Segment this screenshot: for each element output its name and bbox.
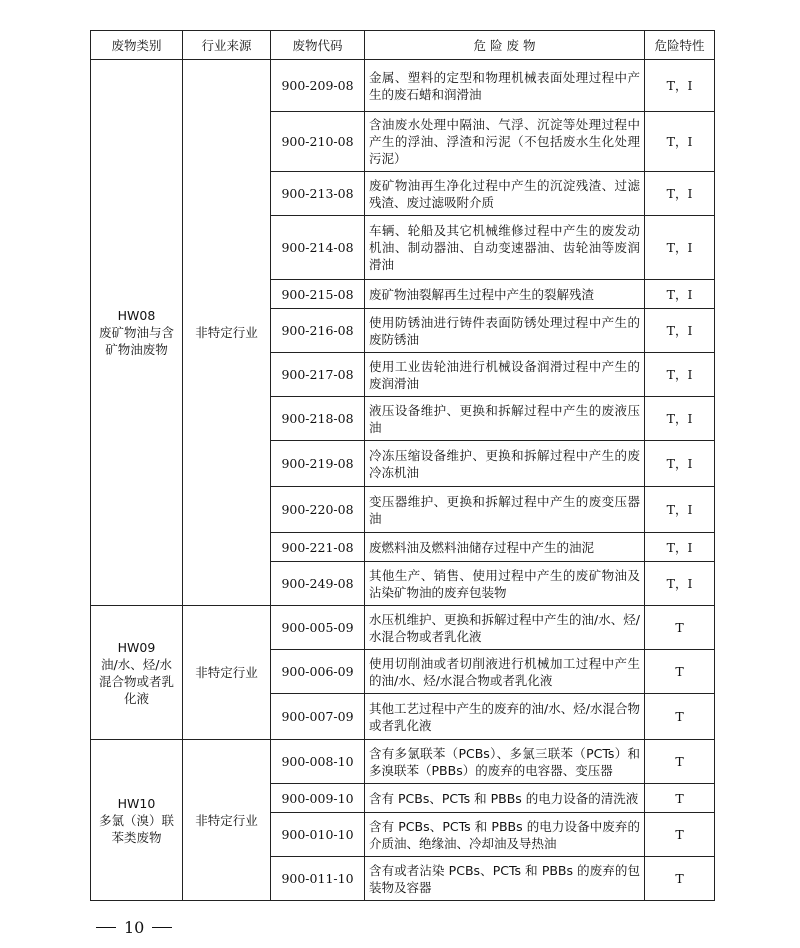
waste-code-cell: 900-008-10 (271, 740, 365, 784)
hazard-characteristic-cell: T，I (645, 112, 715, 172)
waste-description-cell: 含有 PCBs、PCTs 和 PBBs 的电力设备的清洗液 (365, 784, 645, 813)
industry-source-cell: 非特定行业 (183, 740, 271, 901)
waste-code-cell: 900-209-08 (271, 60, 365, 112)
hazard-characteristic-cell: T (645, 813, 715, 857)
waste-description-cell: 含有 PCBs、PCTs 和 PBBs 的电力设备中废弃的介质油、绝缘油、冷却油及导热油 (365, 813, 645, 857)
hazard-characteristic-cell: T (645, 606, 715, 650)
waste-description-cell: 使用切削油或者切削液进行机械加工过程中产生的油/水、烃/水混合物或者乳化液 (365, 650, 645, 694)
hazard-characteristic-cell: T (645, 740, 715, 784)
category-code: HW08 (117, 308, 156, 323)
category-name: 废矿物油与含矿物油废物 (98, 325, 174, 357)
category-code: HW09 (117, 639, 156, 655)
waste-code-cell: 900-011-10 (271, 857, 365, 901)
hazard-characteristic-cell: T，I (645, 441, 715, 487)
waste-description-cell: 变压器维护、更换和拆解过程中产生的废变压器油 (365, 487, 645, 533)
hazard-characteristic-cell: T，I (645, 533, 715, 562)
footer-dash-right (152, 927, 172, 928)
waste-description-cell: 其他生产、销售、使用过程中产生的废矿物油及沾染矿物油的废弃包装物 (365, 562, 645, 606)
category-name: 油/水、烃/水混合物或者乳化液 (98, 656, 174, 706)
header-source: 行业来源 (183, 31, 271, 60)
hazard-characteristic-cell: T，I (645, 397, 715, 441)
hazard-characteristic-cell: T，I (645, 60, 715, 112)
waste-code-cell: 900-217-08 (271, 353, 365, 397)
header-characteristic: 危险特性 (645, 31, 715, 60)
hazard-characteristic-cell: T，I (645, 216, 715, 280)
waste-description-cell: 含有或者沾染 PCBs、PCTs 和 PBBs 的废弃的包装物及容器 (365, 857, 645, 901)
hazard-characteristic-cell: T (645, 650, 715, 694)
waste-code-cell: 900-220-08 (271, 487, 365, 533)
category-code: HW10 (117, 795, 156, 811)
waste-code-cell: 900-218-08 (271, 397, 365, 441)
hazard-characteristic-cell: T，I (645, 487, 715, 533)
waste-description-cell: 废矿物油再生净化过程中产生的沉淀残渣、过滤残渣、废过滤吸附介质 (365, 172, 645, 216)
waste-code-cell: 900-007-09 (271, 694, 365, 740)
header-category: 废物类别 (91, 31, 183, 60)
waste-description-cell: 水压机维护、更换和拆解过程中产生的油/水、烃/水混合物或者乳化液 (365, 606, 645, 650)
waste-code-cell: 900-210-08 (271, 112, 365, 172)
page-number: 10 (124, 918, 145, 937)
hazard-characteristic-cell: T，I (645, 280, 715, 309)
waste-code-cell: 900-249-08 (271, 562, 365, 606)
waste-code-cell: 900-215-08 (271, 280, 365, 309)
waste-code-cell: 900-213-08 (271, 172, 365, 216)
waste-description-cell: 液压设备维护、更换和拆解过程中产生的废液压油 (365, 397, 645, 441)
waste-code-cell: 900-221-08 (271, 533, 365, 562)
industry-source-cell: 非特定行业 (183, 606, 271, 740)
waste-description-cell: 废燃料油及燃料油储存过程中产生的油泥 (365, 533, 645, 562)
table-row (91, 606, 715, 650)
waste-description-cell: 含有多氯联苯（PCBs）、多氯三联苯（PCTs）和多溴联苯（PBBs）的废弃的电容器、变压器 (365, 740, 645, 784)
waste-code-cell: 900-214-08 (271, 216, 365, 280)
waste-code-cell: 900-010-10 (271, 813, 365, 857)
hazard-characteristic-cell: T，I (645, 172, 715, 216)
hazard-characteristic-cell: T，I (645, 309, 715, 353)
waste-description-cell: 使用工业齿轮油进行机械设备润滑过程中产生的废润滑油 (365, 353, 645, 397)
footer-dash-left (96, 927, 116, 928)
waste-category-cell (91, 740, 183, 901)
waste-description-cell: 含油废水处理中隔油、气浮、沉淀等处理过程中产生的浮油、浮渣和污泥（不包括废水生化处理污泥） (365, 112, 645, 172)
header-code: 废物代码 (271, 31, 365, 60)
waste-description-cell: 冷冻压缩设备维护、更换和拆解过程中产生的废冷冻机油 (365, 441, 645, 487)
page-footer (88, 918, 180, 937)
waste-description-cell: 废矿物油裂解再生过程中产生的裂解残渣 (365, 280, 645, 309)
table-header-row (91, 31, 715, 60)
hazard-characteristic-cell: T (645, 784, 715, 813)
table-row (91, 740, 715, 784)
category-name: 多氯（溴）联苯类废物 (98, 812, 174, 845)
header-waste: 危 险 废 物 (365, 31, 645, 60)
waste-description-cell: 车辆、轮船及其它机械维修过程中产生的废发动机油、制动器油、自动变速器油、齿轮油等废润滑油 (365, 216, 645, 280)
table-body (91, 60, 715, 901)
industry-source-cell: 非特定行业 (183, 60, 271, 606)
waste-code-cell: 900-005-09 (271, 606, 365, 650)
hazard-characteristic-cell: T，I (645, 562, 715, 606)
hazardous-waste-table (90, 30, 715, 901)
hazard-characteristic-cell: T (645, 694, 715, 740)
waste-category-cell (91, 60, 183, 606)
waste-description-cell: 使用防锈油进行铸件表面防锈处理过程中产生的废防锈油 (365, 309, 645, 353)
waste-code-cell: 900-219-08 (271, 441, 365, 487)
hazard-characteristic-cell: T (645, 857, 715, 901)
waste-description-cell: 金属、塑料的定型和物理机械表面处理过程中产生的废石蜡和润滑油 (365, 60, 645, 112)
waste-code-cell: 900-009-10 (271, 784, 365, 813)
waste-category-cell (91, 606, 183, 740)
waste-code-cell: 900-216-08 (271, 309, 365, 353)
waste-code-cell: 900-006-09 (271, 650, 365, 694)
waste-description-cell: 其他工艺过程中产生的废弃的油/水、烃/水混合物或者乳化液 (365, 694, 645, 740)
hazard-characteristic-cell: T，I (645, 353, 715, 397)
table-row (91, 60, 715, 112)
